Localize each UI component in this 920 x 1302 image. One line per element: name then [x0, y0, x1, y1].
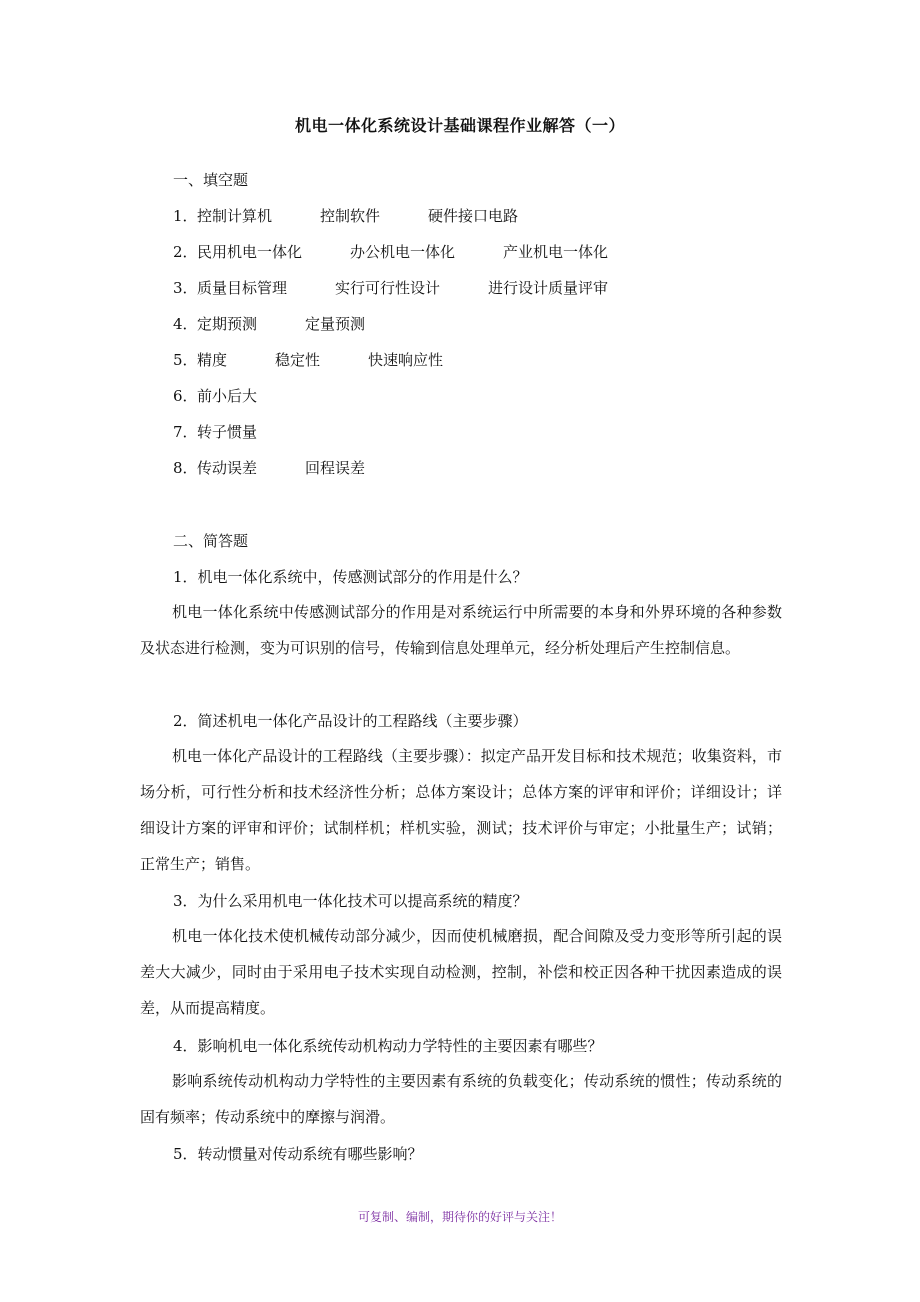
- fill-in-answer: 回程误差: [305, 459, 366, 477]
- fill-in-answer: 办公机电一体化: [350, 243, 456, 261]
- question-3: 3．为什么采用机电一体化技术可以提高系统的精度？: [173, 892, 528, 910]
- fill-in-answer: 传动误差: [197, 459, 258, 477]
- fill-in-item: [173, 241, 608, 262]
- section-short-answer-heading: 二、简答题: [173, 532, 249, 550]
- fill-in-item-number: 8．: [173, 459, 198, 477]
- fill-in-item-number: 3．: [173, 279, 198, 297]
- fill-in-item-number: 4．: [173, 315, 198, 333]
- fill-in-answer: 快速响应性: [368, 351, 444, 369]
- fill-in-item-number: 6．: [173, 387, 198, 405]
- fill-in-item: [173, 313, 365, 334]
- fill-in-answer: 前小后大: [197, 387, 258, 405]
- fill-in-answer: 民用机电一体化: [197, 243, 303, 261]
- question-4: 4．影响机电一体化系统传动机构动力学特性的主要因素有哪些？: [173, 1037, 603, 1055]
- fill-in-answer: 硬件接口电路: [428, 207, 519, 225]
- question-5: 5．转动惯量对传动系统有哪些影响？: [173, 1145, 423, 1163]
- fill-in-item: [173, 277, 608, 298]
- question-2: 2．简述机电一体化产品设计的工程路线（主要步骤）: [173, 712, 528, 730]
- fill-in-answer: 实行可行性设计: [335, 279, 441, 297]
- fill-in-answer: 稳定性: [275, 351, 321, 369]
- fill-in-item: [173, 205, 518, 226]
- fill-in-item: [173, 385, 257, 406]
- answer-2: 机电一体化产品设计的工程路线（主要步骤）：拟定产品开发目标和技术规范；收集资料，市场分析，可行性分析和技术经济性分析；总体方案设计；总体方案的评审和评价；详细设计；详细设计方案的评审和评价；试制样机；样机实验，测试；技术评价与审定；小批量生产；试销；正常生产；销售。: [140, 747, 782, 873]
- answer-1: 机电一体化系统中传感测试部分的作用是对系统运行中所需要的本身和外界环境的各种参数及状态进行检测，变为可识别的信号，传输到信息处理单元，经分析处理后产生控制信息。: [140, 603, 782, 657]
- answer-3: 机电一体化技术使机械传动部分减少，因而使机械磨损，配合间隙及受力变形等所引起的误差大大减少，同时由于采用电子技术实现自动检测，控制，补偿和校正因各种干扰因素造成的误差，从而提高精度。: [140, 927, 782, 1017]
- fill-in-item: [173, 421, 257, 442]
- answer-4: 影响系统传动机构动力学特性的主要因素有系统的负载变化；传动系统的惯性；传动系统的固有频率；传动系统中的摩擦与润滑。: [140, 1072, 782, 1126]
- document-title: 机电一体化系统设计基础课程作业解答（一）: [294, 116, 625, 135]
- question-1: 1．机电一体化系统中，传感测试部分的作用是什么？: [173, 568, 528, 586]
- fill-in-item-number: 2．: [173, 243, 198, 261]
- page-footer-note: 可复制、编制，期待你的好评与关注！: [357, 1210, 562, 1224]
- section-fill-in-heading: 一、填空题: [173, 171, 249, 189]
- fill-in-item-number: 5．: [173, 351, 198, 369]
- fill-in-answer: 质量目标管理: [197, 279, 288, 297]
- fill-in-answer: 进行设计质量评审: [488, 279, 609, 297]
- fill-in-answer: 转子惯量: [197, 423, 258, 441]
- fill-in-answer: 定期预测: [197, 315, 258, 333]
- fill-in-item: [173, 349, 443, 370]
- fill-in-answer: 定量预测: [305, 315, 366, 333]
- fill-in-answer: 控制软件: [320, 207, 381, 225]
- fill-in-item: [173, 457, 365, 478]
- fill-in-answer: 控制计算机: [197, 207, 273, 225]
- fill-in-answer: 产业机电一体化: [503, 243, 609, 261]
- fill-in-item-number: 1．: [173, 207, 198, 225]
- fill-in-item-number: 7．: [173, 423, 198, 441]
- fill-in-answer: 精度: [197, 351, 228, 369]
